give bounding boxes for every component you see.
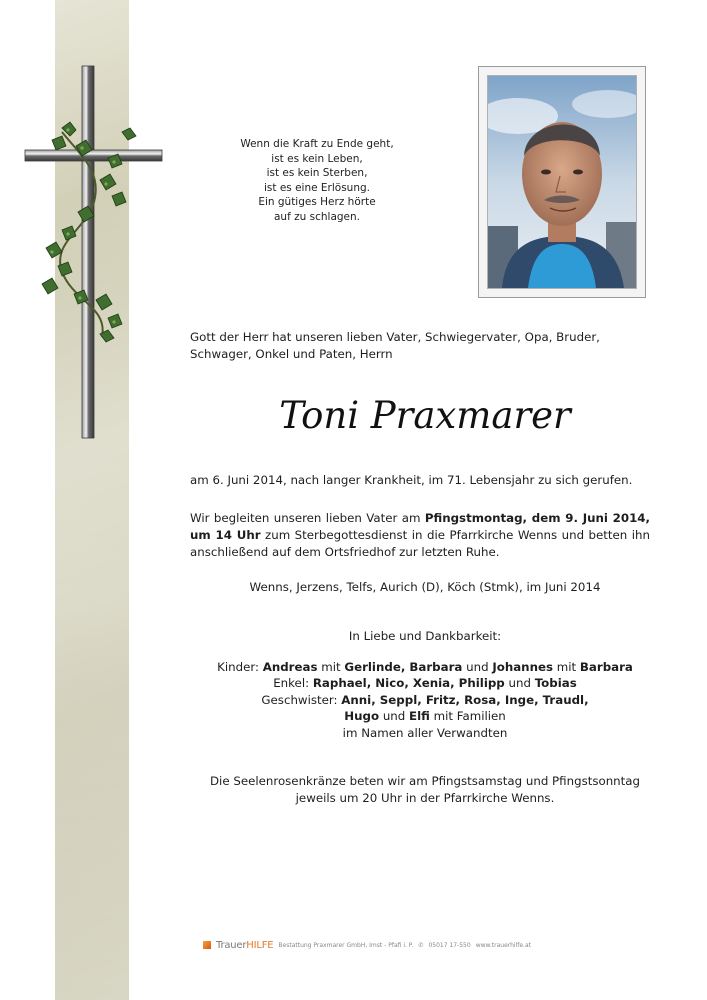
portrait-photo xyxy=(487,75,637,289)
cross-with-ivy-icon xyxy=(22,62,167,442)
family-name: Hugo xyxy=(344,709,380,724)
poem-line: Ein gütiges Herz hörte xyxy=(258,196,376,209)
trauerhilfe-logo xyxy=(216,940,273,951)
death-notice: am 6. Juni 2014, nach langer Krankheit, im 71. Lebensjahr zu sich gerufen. xyxy=(190,473,633,487)
footer-website: www.trauerhilfe.at xyxy=(475,941,531,949)
funeral-date-time: Pfingstmontag, dem 9. Juni 2014, um 14 Uhr xyxy=(190,511,650,542)
family-name: Elfi xyxy=(409,709,430,724)
deceased-name: Toni Praxmarer xyxy=(279,394,571,437)
rosary-notice xyxy=(170,773,680,807)
family-connector: mit xyxy=(321,660,341,674)
family-name: Johannes xyxy=(492,660,554,674)
poem xyxy=(232,137,402,225)
family-name: Tobias xyxy=(534,676,577,691)
family-label: Kinder: xyxy=(217,660,259,674)
family-connector: und xyxy=(382,709,406,724)
funeral-text: Wir begleiten unseren lieben Vater am xyxy=(190,511,425,525)
phone-icon: ✆ xyxy=(418,941,424,949)
funeral-text: zum Sterbegottesdienst in die Pfarrkirche Wenns und betten ihn anschließend auf dem Ortsfriedhof zur letzten Ruhe. xyxy=(190,528,650,559)
footer-company: Bestattung Praxmarer GmbH, Imst - Pfafi i. P. xyxy=(278,941,414,949)
family-name: Barbara xyxy=(579,660,633,674)
poem-line: Wenn die Kraft zu Ende geht, xyxy=(240,138,394,150)
family-label: Geschwister: xyxy=(261,692,338,707)
family-connector: mit Familien xyxy=(433,709,506,724)
family-name: Anni, Seppl, Fritz, Rosa, Inge, Traudl, xyxy=(341,692,589,707)
logo-accent-text: HILFE xyxy=(246,939,274,951)
family-line-children xyxy=(170,659,680,675)
rosary-line: Die Seelenrosenkränze beten wir am Pfingstsamstag und Pfingstsonntag xyxy=(209,774,641,788)
portrait-frame xyxy=(478,66,646,298)
family-label: Enkel: xyxy=(273,676,310,691)
family-line-siblings xyxy=(170,692,680,708)
trauerhilfe-logo-icon xyxy=(203,941,211,949)
poem-line: auf zu schlagen. xyxy=(274,210,360,223)
poem-line: ist es kein Leben, xyxy=(271,152,363,165)
poem-line: ist es eine Erlösung. xyxy=(263,181,370,194)
logo-text: Trauer xyxy=(216,939,247,951)
family-line-siblings-cont xyxy=(170,708,680,724)
family-list xyxy=(170,659,680,741)
family-line-grandchildren xyxy=(170,675,680,691)
thanks-heading: In Liebe und Dankbarkeit: xyxy=(348,629,502,643)
poem-line: ist es kein Sterben, xyxy=(266,167,368,180)
family-connector: und xyxy=(508,676,531,691)
rosary-line: jeweils um 20 Uhr in der Pfarrkirche Wenns. xyxy=(295,791,555,805)
family-connector: und xyxy=(466,660,489,674)
footer xyxy=(203,938,531,952)
footer-phone: 05017 17-550 xyxy=(428,941,471,949)
family-name: Raphael, Nico, Xenia, Philipp xyxy=(312,676,505,691)
intro-text: Gott der Herr hat unseren lieben Vater, Schwiegervater, Opa, Bruder, Schwager, Onkel und Paten, Herrn xyxy=(190,330,600,361)
family-line-relatives: im Namen aller Verwandten xyxy=(342,725,508,740)
funeral-info xyxy=(190,510,650,561)
family-name: Andreas xyxy=(262,660,318,674)
family-name: Gerlinde, Barbara xyxy=(344,660,463,674)
places-date: Wenns, Jerzens, Telfs, Aurich (D), Köch (Stmk), im Juni 2014 xyxy=(249,580,601,594)
family-connector: mit xyxy=(556,660,577,674)
